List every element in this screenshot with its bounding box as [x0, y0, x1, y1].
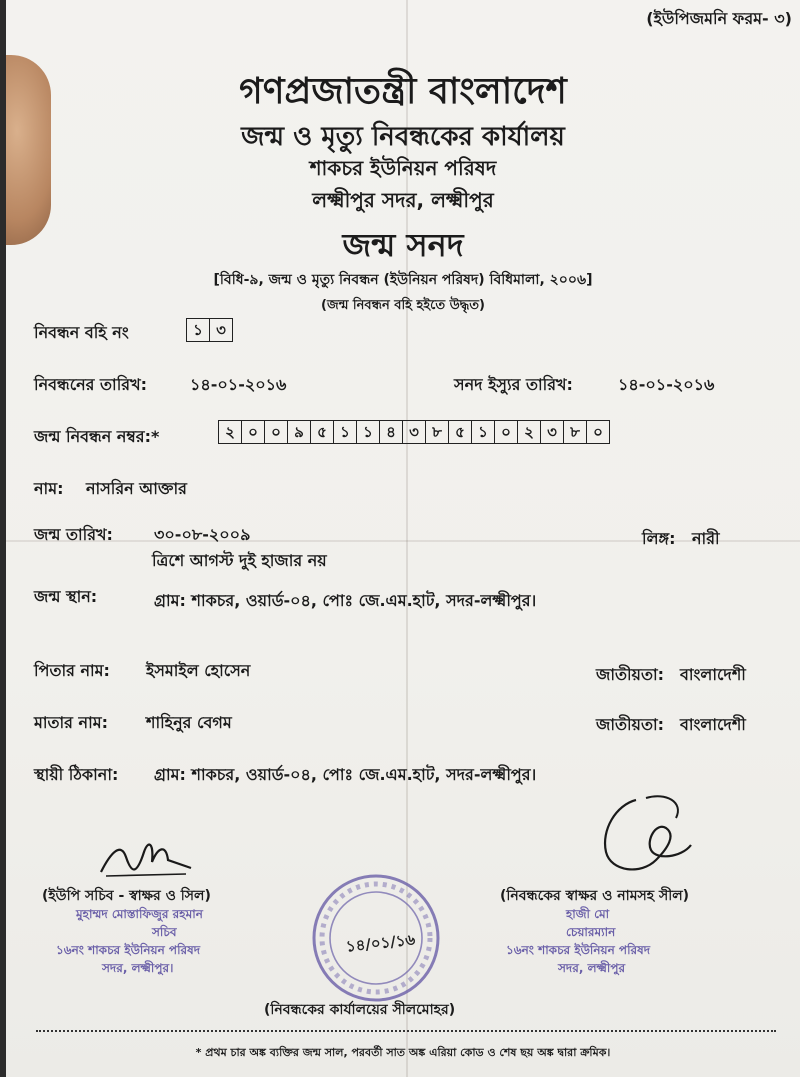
name-label: নাম:	[34, 479, 64, 498]
father-name: ইসমাইল হোসেন	[146, 661, 251, 680]
office-title: জন্ম ও মৃত্যু নিবন্ধকের কার্যালয়	[241, 122, 565, 152]
footnote-divider	[36, 1030, 776, 1032]
secretary-stamp-name: মুহাম্মদ মোস্তাফিজুর রহমান	[76, 907, 203, 921]
registrar-stamp-name: হাজী মো	[566, 907, 610, 921]
area-name: লক্ষ্মীপুর সদর, লক্ষ্মীপুর	[312, 188, 494, 212]
digit-box: ৩	[403, 421, 426, 443]
dob-in-words: ত্রিশে আগস্ট দুই হাজার নয়	[152, 551, 327, 570]
issue-date: ১৪-০১-২০১৬	[618, 375, 715, 394]
registration-number-boxes	[218, 420, 610, 444]
digit-box: ৩	[541, 421, 564, 443]
registrar-sign-label: (নিবন্ধকের স্বাক্ষর ও নামসহ সীল)	[500, 888, 690, 904]
mother-nationality-label: জাতীয়তা:	[596, 715, 665, 734]
secretary-sign-label: (ইউপি সচিব - স্বাক্ষর ও সিল)	[42, 888, 211, 904]
office-seal-label: (নিবন্ধকের কার্যালয়ের সীলমোহর)	[264, 1002, 456, 1018]
digit-box: ৮	[564, 421, 587, 443]
country-title: গণপ্রজাতন্ত্রী বাংলাদেশ	[239, 71, 567, 112]
digit-box: ৫	[311, 421, 334, 443]
dob-label: জন্ম তারিখ:	[34, 525, 113, 544]
digit-box: ১	[472, 421, 495, 443]
secretary-stamp-union: ১৬নং শাকচর ইউনিয়ন পরিষদ	[56, 943, 201, 957]
book-number-boxes	[186, 318, 233, 342]
book-number-label: নিবন্ধন বহি নং	[34, 323, 129, 342]
secretary-signature	[96, 832, 196, 882]
permanent-address-label: স্থায়ী ঠিকানা:	[34, 765, 119, 784]
father-name-label: পিতার নাম:	[34, 661, 110, 680]
fold-line-horizontal	[6, 540, 800, 542]
document-title: জন্ম সনদ	[342, 226, 464, 264]
union-name: শাকচর ইউনিয়ন পরিষদ	[309, 156, 497, 180]
birthplace: গ্রাম: শাকচর, ওয়ার্ড-০৪, পোঃ জে.এম.হাট, সদর-লক্ষ্মীপুর।	[154, 591, 537, 610]
date-of-birth: ৩০-০৮-২০০৯	[154, 525, 251, 544]
registrar-stamp-title: চেয়ারম্যান	[566, 925, 616, 939]
secretary-stamp-title: সচিব	[152, 925, 177, 939]
digit-box: ০	[495, 421, 518, 443]
digit-box: ০	[242, 421, 265, 443]
gender: নারী	[692, 529, 720, 548]
rule-reference: [বিধি-৯, জন্ম ও মৃত্যু নিবন্ধন (ইউনিয়ন পরিষদ) বিধিমালা, ২০০৬]	[213, 272, 593, 288]
mother-name: শাহিনুর বেগম	[146, 713, 232, 732]
digit-box: ১	[357, 421, 380, 443]
extract-note: (জন্ম নিবন্ধন বহি হইতে উদ্ধৃত)	[321, 298, 485, 313]
digit-box: ৮	[426, 421, 449, 443]
secretary-stamp-area: সদর, লক্ষ্মীপুর।	[102, 961, 174, 975]
gender-label: লিঙ্গ:	[642, 529, 676, 548]
registrar-stamp-union: ১৬নং শাকচর ইউনিয়ন পরিষদ	[506, 943, 651, 957]
digit-box: ২	[219, 421, 242, 443]
footnote: * প্রথম চার অঙ্ক ব্যক্তির জন্ম সাল, পরবর্তী সাত অঙ্ক এরিয়া কোড ও শেষ ছয় অঙ্ক দ্বারা ক্রমিক।	[195, 1046, 611, 1059]
mother-nationality: বাংলাদেশী	[680, 715, 746, 734]
digit-box: ০	[593, 423, 603, 441]
certificate-paper	[6, 0, 800, 1077]
digit-box: ২	[518, 421, 541, 443]
child-name: নাসরিন আক্তার	[86, 479, 187, 498]
father-nationality-label: জাতীয়তা:	[596, 665, 665, 684]
seal-handwritten-date: ১৪/০১/১৬	[345, 930, 417, 956]
father-nationality: বাংলাদেশী	[680, 665, 746, 684]
registration-date-label: নিবন্ধনের তারিখ:	[34, 375, 147, 394]
digit-box: ০	[265, 421, 288, 443]
digit-box: ১	[334, 421, 357, 443]
registrar-stamp-area: সদর, লক্ষ্মীপুর	[558, 961, 626, 975]
digit-box: ৪	[380, 421, 403, 443]
digit-box: ৫	[449, 421, 472, 443]
registration-number-label: জন্ম নিবন্ধন নম্বর:*	[34, 427, 160, 446]
mother-name-label: মাতার নাম:	[34, 713, 109, 732]
issue-date-label: সনদ ইস্যুর তারিখ:	[454, 375, 573, 394]
digit-box: ৩	[216, 321, 226, 339]
registrar-signature	[586, 790, 696, 880]
permanent-address: গ্রাম: শাকচর, ওয়ার্ড-০৪, পোঃ জে.এম.হাট, সদর-লক্ষ্মীপুর।	[154, 765, 537, 784]
registration-date: ১৪-০১-২০১৬	[190, 375, 287, 394]
form-number: (ইউপিজমনি ফরম- ৩)	[646, 9, 792, 28]
digit-box: ৯	[288, 421, 311, 443]
digit-box: ১	[187, 319, 210, 341]
birthplace-label: জন্ম স্থান:	[34, 587, 98, 606]
